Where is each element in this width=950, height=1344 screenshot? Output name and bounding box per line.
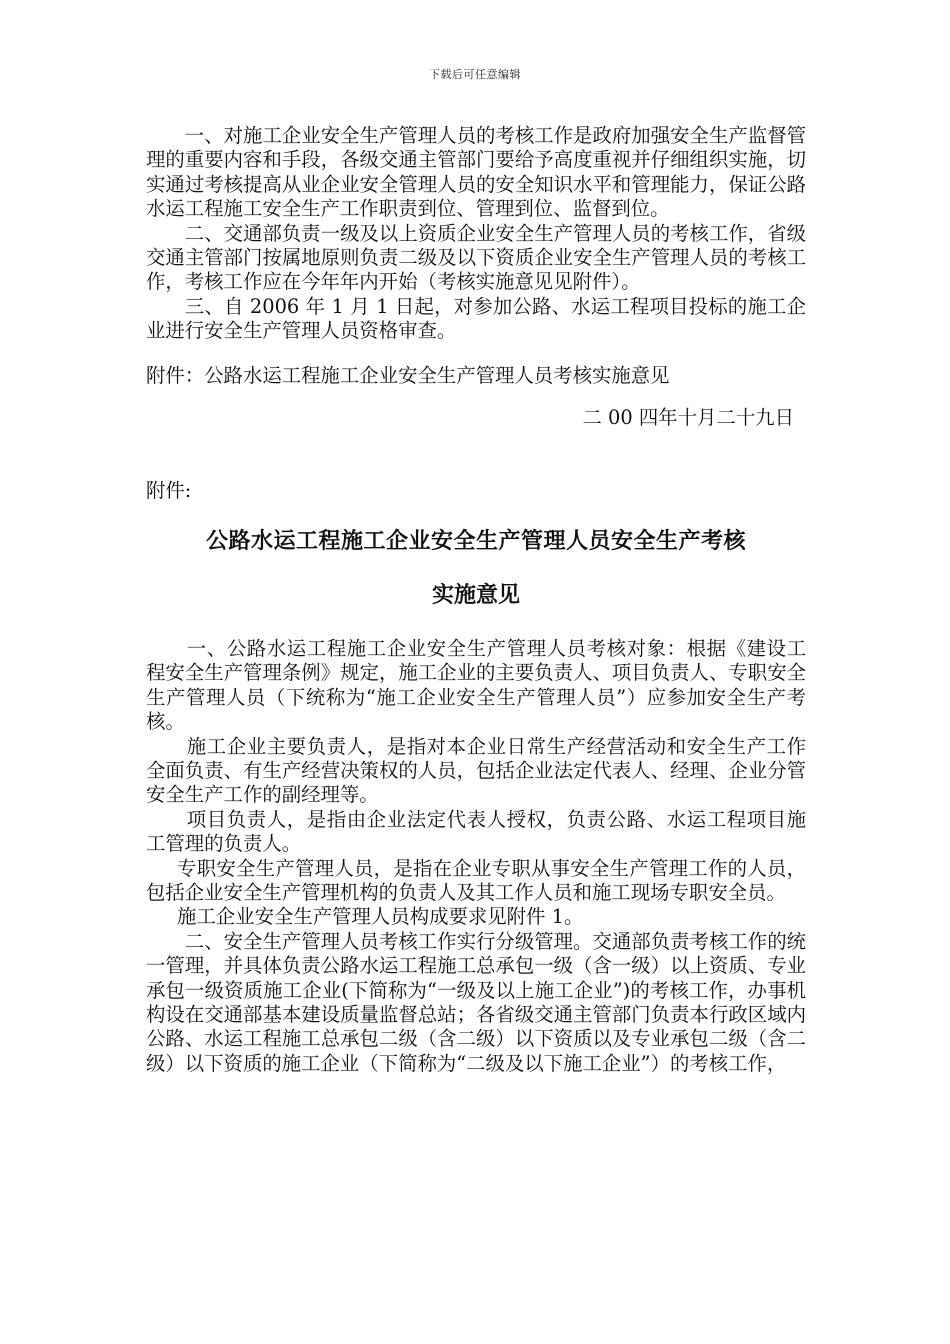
- page-header: 下载后可任意编辑: [429, 68, 521, 81]
- attachment-paragraph-6: 二、安全生产管理人员考核工作实行分级管理。交通部负责考核工作的统一管理，并具体负责公路水运工程施工总承包一级（含一级）以上资质、专业承包一级资质施工企业(下简称为“一级及以上施工企业”)的考核工作，办事机构设在交通部基本建设质量监督总站；各省级交通主管部门负责本行政区域内公路、水运工程施工总承包二级（含二级）以下资质以及专业承包二级（含二级）以下资质的施工企业（下简称为“二级及以下施工企业”）的考核工作，: [146, 929, 806, 1075]
- attachment-title-line-1: 公路水运工程施工企业安全生产管理人员安全生产考核: [205, 527, 746, 554]
- attachment-reference: 附件：公路水运工程施工企业安全生产管理人员考核实施意见: [146, 363, 670, 387]
- notice-paragraph-2: 二、交通部负责一级及以上资质企业安全生产管理人员的考核工作，省级交通主管部门按属地原则负责二级及以下资质企业安全生产管理人员的考核工作，考核工作应在今年年内开始（考核实施意见见附件）。: [146, 221, 806, 294]
- document-body: [146, 124, 806, 1076]
- attachment-paragraph-3: 项目负责人，是指由企业法定代表人授权，负责公路、水运工程项目施工管理的负责人。: [146, 807, 806, 856]
- notice-paragraph-3: 三、自 2006 年 1 月 1 日起，对参加公路、水运工程项目投标的施工企业进行安全生产管理人员资格审查。: [146, 294, 806, 343]
- attachment-paragraph-1: 一、公路水运工程施工企业安全生产管理人员考核对象：根据《建设工程安全生产管理条例》规定，施工企业的主要负责人、项目负责人、专职安全生产管理人员（下统称为“施工企业安全生产管理人员”）应参加安全生产考核。: [146, 636, 806, 734]
- notice-paragraph-1: 一、对施工企业安全生产管理人员的考核工作是政府加强安全生产监督管理的重要内容和手段，各级交通主管部门要给予高度重视并仔细组织实施，切实通过考核提高从业企业安全管理人员的安全知识水平和管理能力，保证公路水运工程施工安全生产工作职责到位、管理到位、监督到位。: [146, 124, 806, 221]
- document-date: 二 00 四年十月二十九日: [582, 406, 794, 430]
- attachment-title-line-2: 实施意见: [431, 581, 520, 608]
- attachment-paragraph-4: 专职安全生产管理人员，是指在企业专职从事安全生产管理工作的人员，包括企业安全生产管理机构的负责人及其工作人员和施工现场专职安全员。: [146, 856, 806, 904]
- attachment-paragraph-2: 施工企业主要负责人，是指对本企业日常生产经营活动和安全生产工作全面负责、有生产经营决策权的人员，包括企业法定代表人、经理、企业分管安全生产工作的副经理等。: [146, 734, 806, 807]
- attachment-label: 附件:: [146, 479, 192, 503]
- attachment-paragraph-5: 施工企业安全生产管理人员构成要求见附件 1。: [177, 905, 584, 929]
